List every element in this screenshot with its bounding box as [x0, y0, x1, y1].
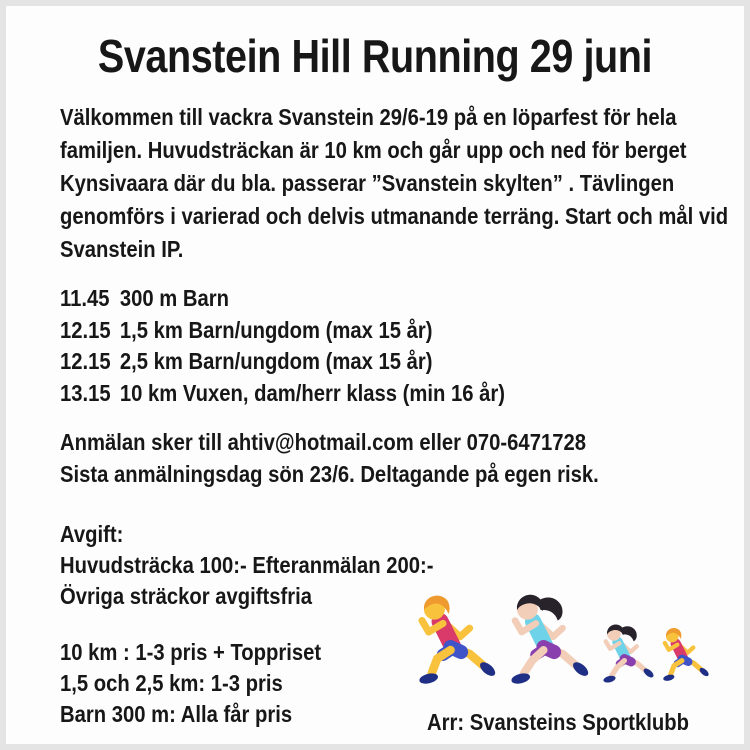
- intro-line: genomförs i varierad och delvis utmanande terräng. Start och mål vid: [60, 203, 729, 229]
- organizer-credit: Arr: Svansteins Sportklubb: [426, 709, 690, 735]
- schedule-time: 13.15: [60, 379, 111, 406]
- fees-heading: Avgift:: [60, 521, 124, 547]
- schedule-row: [60, 346, 505, 378]
- prizes-line: 10 km : 1-3 pris + Toppriset: [60, 639, 322, 665]
- intro-line: Kynsivaara där du bla. passerar ”Svanstein skylten” . Tävlingen: [60, 170, 675, 196]
- schedule-event: 300 m Barn: [119, 285, 229, 311]
- schedule-row: [60, 378, 505, 410]
- girl-running-icon: [594, 624, 656, 686]
- woman-running-icon: [496, 594, 593, 689]
- registration-line: Sista anmälningsdag sön 23/6. Deltagande på egen risk.: [60, 460, 599, 487]
- registration-line: Anmälan sker till ahtiv@hotmail.com eller 070-6471728: [60, 429, 586, 455]
- intro-line: Svanstein IP.: [60, 236, 184, 262]
- fees-line: Övriga sträckor avgiftsfria: [60, 583, 312, 609]
- schedule-row: [60, 315, 505, 347]
- fees-section: [60, 519, 433, 612]
- schedule-row: [60, 283, 505, 315]
- intro-line: familjen. Huvudsträckan är 10 km och går upp och ned för berget: [60, 137, 687, 163]
- intro-line: Välkommen till vackra Svanstein 29/6-19 på en löparfest för hela: [60, 104, 677, 130]
- schedule-time: 12.15: [60, 348, 111, 374]
- fees-line: Huvudsträcka 100:- Efteranmälan 200:-: [60, 552, 434, 578]
- schedule-event: 1,5 km Barn/ungdom (max 15 år): [119, 316, 433, 343]
- schedule-time: 12.15: [60, 316, 111, 343]
- prizes-section: [60, 637, 321, 730]
- runner-icons-group: [398, 586, 718, 746]
- prizes-line: Barn 300 m: Alla får pris: [60, 701, 293, 727]
- boy-running-icon: [654, 627, 711, 684]
- schedule-time: 11.45: [60, 285, 110, 311]
- schedule-event: 2,5 km Barn/ungdom (max 15 år): [119, 348, 433, 374]
- prizes-line: 1,5 och 2,5 km: 1-3 pris: [60, 670, 283, 696]
- start-schedule: [60, 283, 505, 409]
- man-running-icon: [404, 594, 499, 689]
- registration-info: [60, 427, 599, 490]
- intro-paragraph: [60, 101, 728, 266]
- schedule-event: 10 km Vuxen, dam/herr klass (min 16 år): [119, 379, 505, 406]
- page-title: Svanstein Hill Running 29 juni: [97, 30, 653, 82]
